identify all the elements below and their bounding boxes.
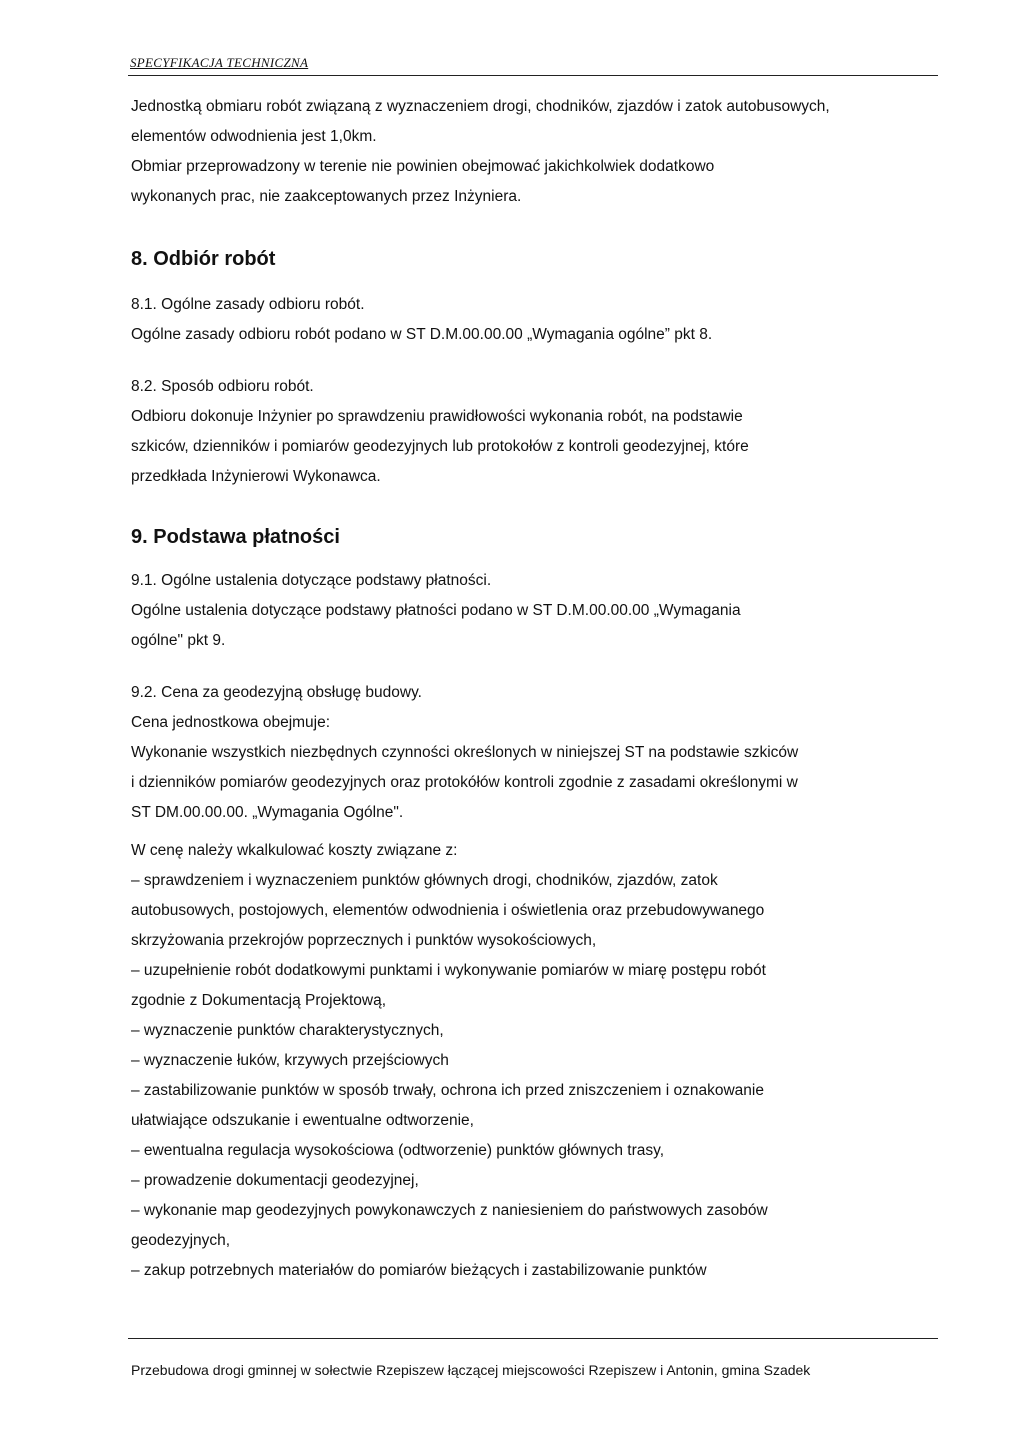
paragraph-line: Obmiar przeprowadzony w terenie nie powinien obejmować jakichkolwiek dodatkowo (131, 158, 715, 175)
subsection-8-1-text: Ogólne zasady odbioru robót podano w ST D.M.00.00.00 „Wymagania ogólne” pkt 8. (131, 326, 713, 343)
list-item: – wyznaczenie łuków, krzywych przejściowych (131, 1052, 449, 1069)
subsection-9-2-heading: 9.2. Cena za geodezyjną obsługę budowy. (131, 684, 422, 701)
list-item: zgodnie z Dokumentacją Projektową, (131, 992, 387, 1009)
paragraph-line: przedkłada Inżynierowi Wykonawca. (131, 468, 381, 485)
section-8-heading: 8. Odbiór robót (131, 248, 276, 270)
paragraph-line: Ogólne ustalenia dotyczące podstawy płatności podano w ST D.M.00.00.00 „Wymagania (131, 602, 741, 619)
spacer (131, 828, 921, 836)
list-item: – sprawdzeniem i wyznaczeniem punktów głównych drogi, chodników, zjazdów, zatok (131, 872, 718, 889)
spacer (131, 656, 921, 678)
spacer (131, 552, 921, 566)
paragraph-line: elementów odwodnienia jest 1,0km. (131, 128, 377, 145)
spacer (131, 274, 921, 290)
list-item: – ewentualna regulacja wysokościowa (odtworzenie) punktów głównych trasy, (131, 1142, 665, 1159)
list-item: – wyznaczenie punktów charakterystycznych, (131, 1022, 444, 1039)
list-item: autobusowych, postojowych, elementów odwodnienia i oświetlenia oraz przebudowywanego (131, 902, 765, 919)
list-item: geodezyjnych, (131, 1232, 231, 1249)
list-item: – uzupełnienie robót dodatkowymi punktami i wykonywanie pomiarów w miarę postępu robót (131, 962, 766, 979)
paragraph-line: Odbioru dokonuje Inżynier po sprawdzeniu prawidłowości wykonania robót, na podstawie (131, 408, 743, 425)
paragraph-line: wykonanych prac, nie zaakceptowanych przez Inżyniera. (131, 188, 522, 205)
paragraph-line: Jednostką obmiaru robót związaną z wyznaczeniem drogi, chodników, zjazdów i zatok autobusowych, (131, 98, 830, 115)
list-item: ułatwiające odszukanie i ewentualne odtworzenie, (131, 1112, 474, 1129)
list-item: – zastabilizowanie punktów w sposób trwały, ochrona ich przed zniszczeniem i oznakowanie (131, 1082, 764, 1099)
subsection-8-1-heading: 8.1. Ogólne zasady odbioru robót. (131, 296, 365, 313)
list-item: – zakup potrzebnych materiałów do pomiarów bieżących i zastabilizowanie punktów (131, 1262, 707, 1279)
spacer (131, 350, 921, 372)
paragraph-line: Wykonanie wszystkich niezbędnych czynności określonych w niniejszej ST na podstawie szkiców (131, 744, 799, 761)
list-item: skrzyżowania przekrojów poprzecznych i punktów wysokościowych, (131, 932, 597, 949)
paragraph-line: ST DM.00.00.00. „Wymagania Ogólne". (131, 804, 404, 821)
list-item: – wykonanie map geodezyjnych powykonawczych z naniesieniem do państwowych zasobów (131, 1202, 768, 1219)
spacer (131, 212, 921, 244)
header-rule (128, 75, 938, 76)
paragraph-line: Cena jednostkowa obejmuje: (131, 714, 331, 731)
running-header: SPECYFIKACJA TECHNICZNA (130, 55, 309, 70)
document-content (131, 92, 921, 1286)
subsection-9-1-heading: 9.1. Ogólne ustalenia dotyczące podstawy płatności. (131, 572, 492, 589)
page-footer: Przebudowa drogi gminnej w sołectwie Rzepiszew łączącej miejscowości Rzepiszew i Antonin, gmina Szadek (131, 1362, 811, 1378)
cost-intro: W cenę należy wkalkulować koszty związane z: (131, 842, 458, 859)
footer-rule (128, 1338, 938, 1339)
subsection-8-2-heading: 8.2. Sposób odbioru robót. (131, 378, 314, 395)
spacer (131, 492, 921, 522)
paragraph-line: ogólne" pkt 9. (131, 632, 226, 649)
section-9-heading: 9. Podstawa płatności (131, 526, 340, 548)
list-item: – prowadzenie dokumentacji geodezyjnej, (131, 1172, 419, 1189)
paragraph-line: i dzienników pomiarów geodezyjnych oraz protokółów kontroli zgodnie z zasadami określonymi w (131, 774, 798, 791)
paragraph-line: szkiców, dzienników i pomiarów geodezyjnych lub protokołów z kontroli geodezyjnej, które (131, 438, 749, 455)
